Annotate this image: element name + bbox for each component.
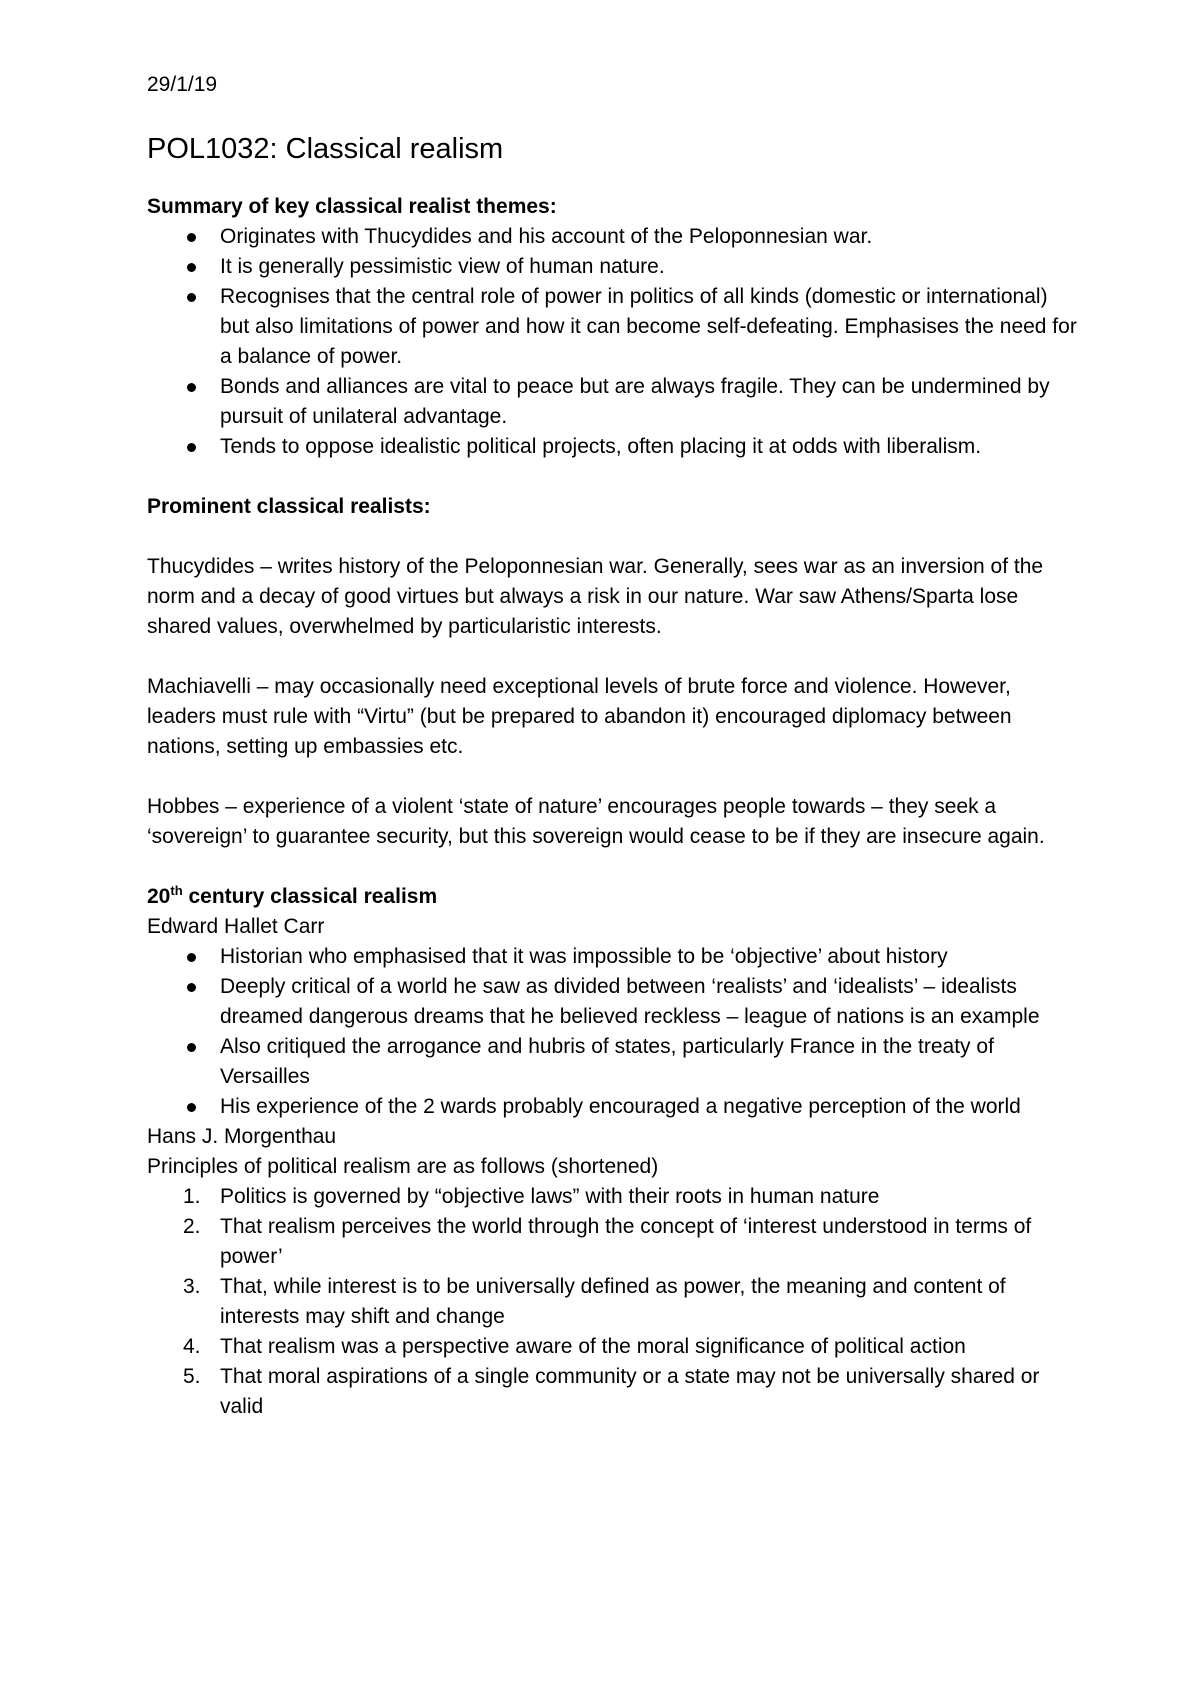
heading-text: century classical realism bbox=[182, 885, 438, 908]
list-item: It is generally pessimistic view of human nature. bbox=[147, 252, 1077, 282]
list-number: 5. bbox=[183, 1365, 201, 1388]
list-number: 3. bbox=[183, 1275, 201, 1298]
list-item: Also critiqued the arrogance and hubris of states, particularly France in the treaty of Versailles bbox=[147, 1032, 1077, 1092]
carr-list bbox=[147, 942, 1077, 1122]
prominent-heading: Prominent classical realists: bbox=[147, 495, 431, 518]
list-item: Recognises that the central role of power in politics of all kinds (domestic or international) but also limitations of power and how it can become self-defeating. Emphasises the need for a balance of power. bbox=[147, 282, 1077, 372]
document-date: 29/1/19 bbox=[147, 73, 218, 96]
page-title: POL1032: Classical realism bbox=[147, 133, 504, 165]
document-body bbox=[147, 70, 1077, 1422]
list-text: That realism perceives the world through the concept of ‘interest understood in terms of power’ bbox=[220, 1215, 1032, 1268]
list-text: That, while interest is to be universally defined as power, the meaning and content of interests may shift and change bbox=[220, 1275, 1006, 1328]
morgenthau-name: Hans J. Morgenthau bbox=[147, 1125, 337, 1148]
spacer bbox=[147, 642, 1077, 672]
list-item: Tends to oppose idealistic political projects, often placing it at odds with liberalism. bbox=[147, 432, 1077, 462]
spacer bbox=[147, 462, 1077, 492]
list-item bbox=[147, 1272, 1077, 1332]
list-item bbox=[147, 1182, 1077, 1212]
list-item: Bonds and alliances are vital to peace but are always fragile. They can be undermined by pursuit of unilateral advantage. bbox=[147, 372, 1077, 432]
list-item bbox=[147, 1362, 1077, 1422]
list-item: Historian who emphasised that it was impossible to be ‘objective’ about history bbox=[147, 942, 1077, 972]
spacer bbox=[147, 852, 1077, 882]
carr-name: Edward Hallet Carr bbox=[147, 915, 325, 938]
list-item: His experience of the 2 wards probably encouraged a negative perception of the world bbox=[147, 1092, 1077, 1122]
list-item bbox=[147, 1212, 1077, 1272]
paragraph-hobbes: Hobbes – experience of a violent ‘state of nature’ encourages people towards – they seek a ‘sovereign’ to guarantee security, but this sovereign would cease to be if they are insecure again. bbox=[147, 795, 1045, 848]
summary-heading: Summary of key classical realist themes: bbox=[147, 195, 557, 218]
spacer bbox=[147, 762, 1077, 792]
summary-list bbox=[147, 222, 1077, 462]
list-text: That moral aspirations of a single community or a state may not be universally shared or valid bbox=[220, 1365, 1040, 1418]
twentieth-century-heading bbox=[147, 882, 1077, 912]
heading-superscript: th bbox=[170, 883, 183, 898]
list-text: Politics is governed by “objective laws” with their roots in human nature bbox=[220, 1185, 880, 1208]
list-number: 4. bbox=[183, 1335, 201, 1358]
list-item: Originates with Thucydides and his account of the Peloponnesian war. bbox=[147, 222, 1077, 252]
morgenthau-intro: Principles of political realism are as follows (shortened) bbox=[147, 1155, 659, 1178]
list-number: 1. bbox=[183, 1185, 201, 1208]
heading-number: 20 bbox=[147, 885, 171, 908]
paragraph-thucydides: Thucydides – writes history of the Peloponnesian war. Generally, sees war as an inversion of the norm and a decay of good virtues but always a risk in our nature. War saw Athens/Sparta lose shared values, overwhelmed by particularistic interests. bbox=[147, 555, 1044, 638]
principles-list bbox=[147, 1182, 1077, 1422]
list-text: That realism was a perspective aware of the moral significance of political action bbox=[220, 1335, 966, 1358]
list-number: 2. bbox=[183, 1215, 201, 1238]
list-item: Deeply critical of a world he saw as divided between ‘realists’ and ‘idealists’ – idealists dreamed dangerous dreams that he believed reckless – league of nations is an example bbox=[147, 972, 1077, 1032]
spacer bbox=[147, 522, 1077, 552]
paragraph-machiavelli: Machiavelli – may occasionally need exceptional levels of brute force and violence. However, leaders must rule with “Virtu” (but be prepared to abandon it) encouraged diplomacy between nations, setting up embassies etc. bbox=[147, 675, 1012, 758]
list-item bbox=[147, 1332, 1077, 1362]
